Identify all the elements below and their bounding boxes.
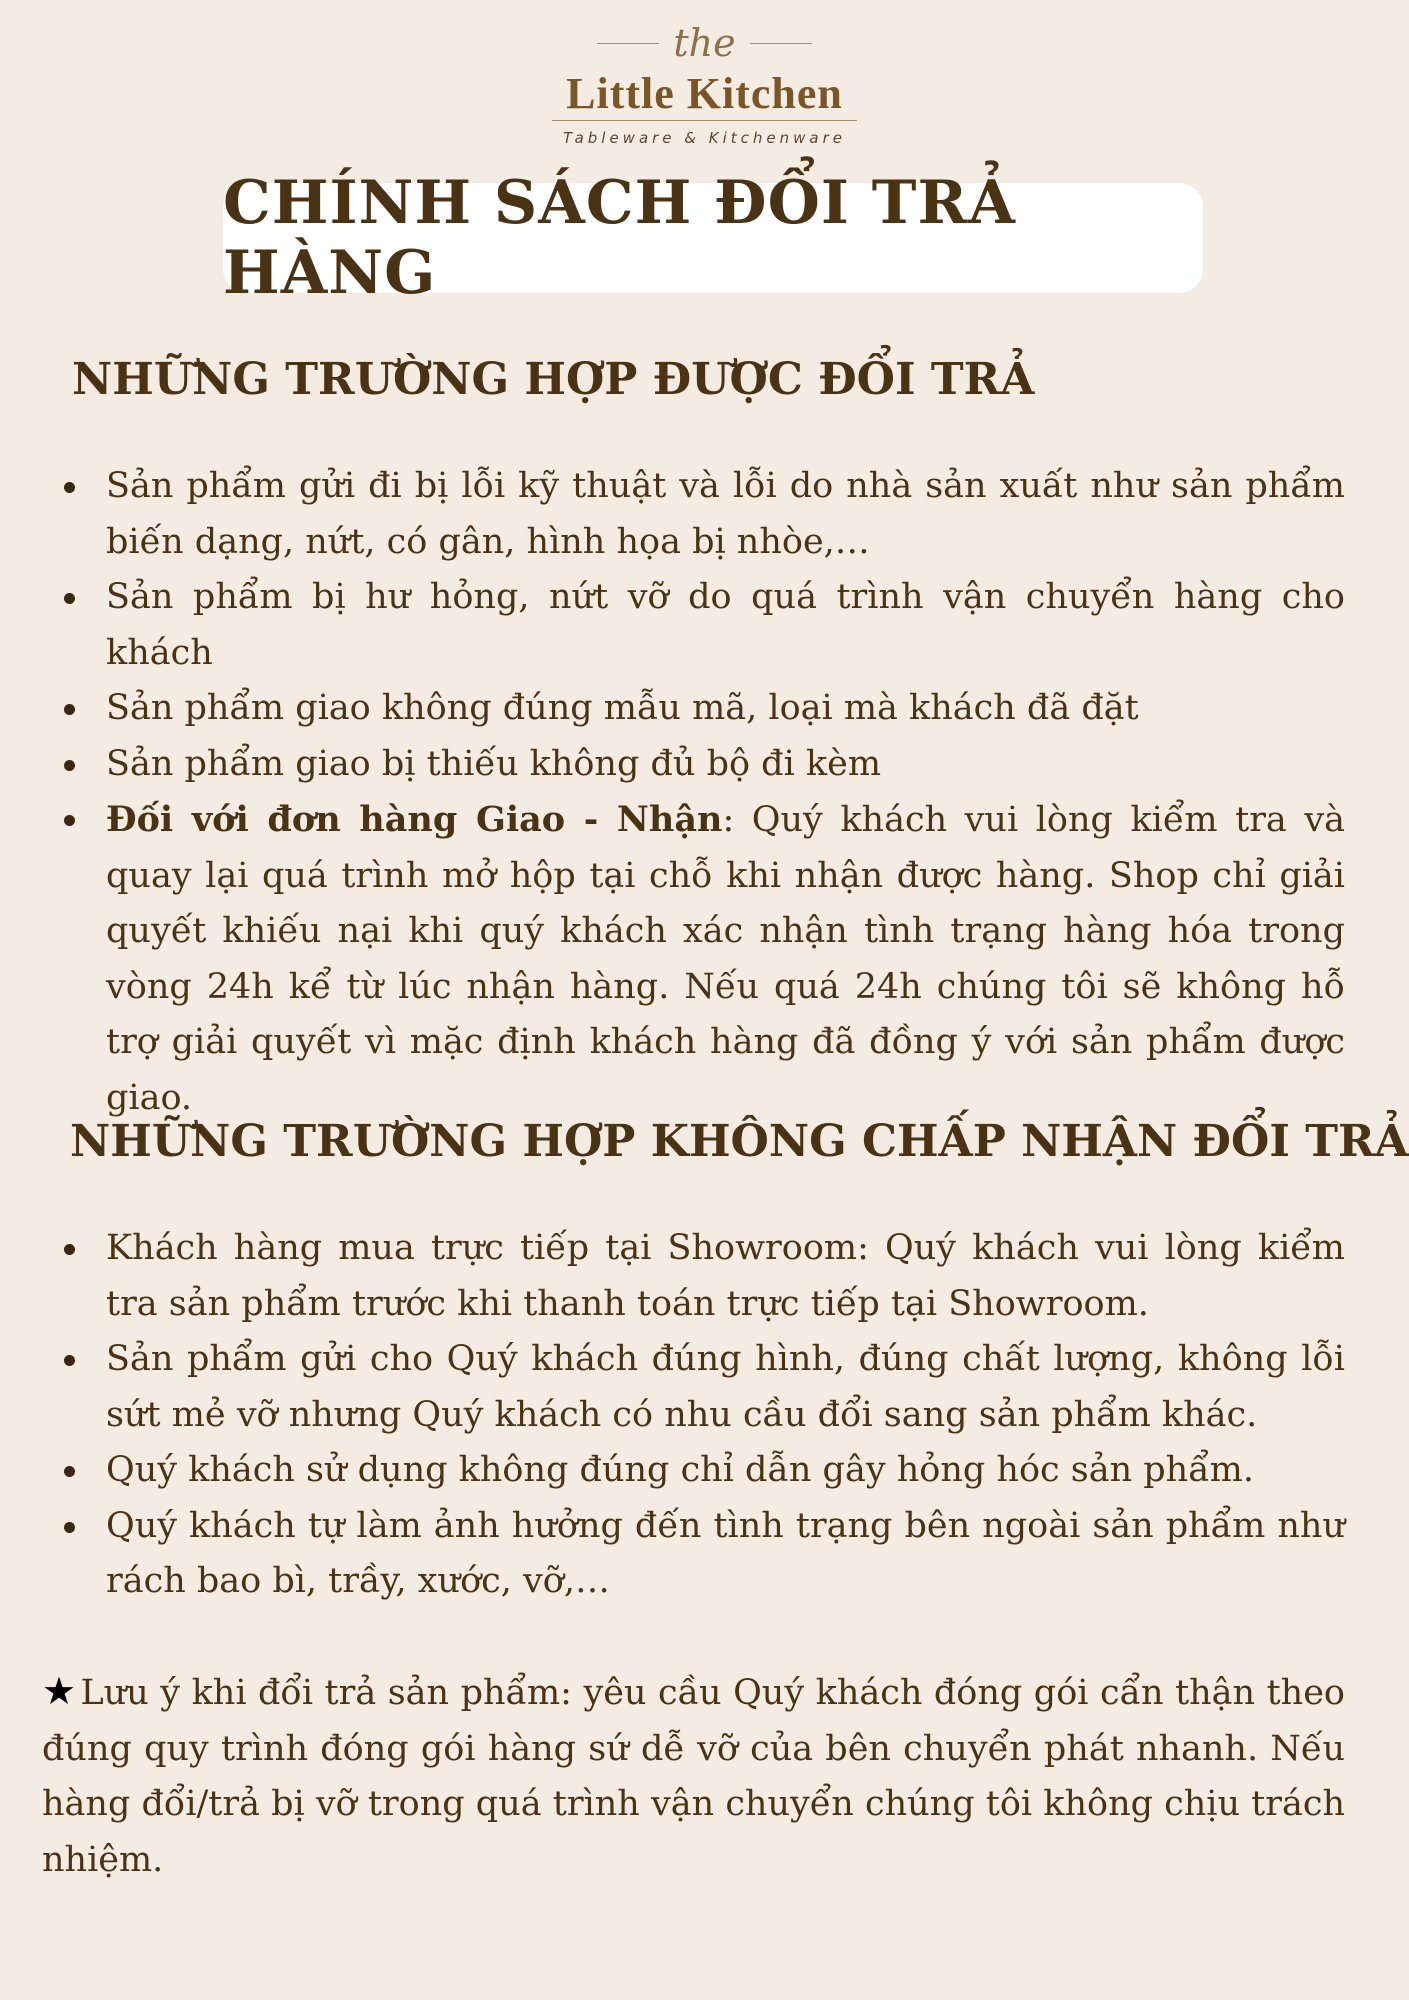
section-heading-not-eligible: NHỮNG TRƯỜNG HỢP KHÔNG CHẤP NHẬN ĐỔI TRẢ	[70, 1116, 1409, 1167]
list-item: Sản phẩm gửi cho Quý khách đúng hình, đúng chất lượng, không lỗi sứt mẻ vỡ nhưng Quý khách có nhu cầu đổi sang sản phẩm khác.	[58, 1332, 1345, 1443]
logo-tagline: Tableware & Kitchenware	[562, 129, 846, 147]
list-item: Quý khách sử dụng không đúng chỉ dẫn gây hỏng hóc sản phẩm.	[58, 1443, 1345, 1499]
logo-divider-right	[750, 43, 812, 44]
list-item: Quý khách tự làm ảnh hưởng đến tình trạng bên ngoài sản phẩm như rách bao bì, trầy, xước, vỡ,…	[58, 1499, 1345, 1610]
list-item: Sản phẩm giao không đúng mẫu mã, loại mà khách đã đặt	[58, 681, 1345, 737]
logo-brand-name: Little Kitchen	[552, 70, 857, 121]
page-title: CHÍNH SÁCH ĐỔI TRẢ HÀNG	[223, 168, 1016, 308]
title-banner	[223, 168, 1203, 308]
logo-the-row	[0, 22, 1409, 64]
non-eligible-returns-list	[58, 1221, 1345, 1610]
list-item	[58, 792, 1345, 1126]
eligible-returns-list	[58, 459, 1345, 1126]
section-heading-eligible: NHỮNG TRƯỜNG HỢP ĐƯỢC ĐỔI TRẢ	[72, 354, 1035, 405]
delivery-order-text: : Quý khách vui lòng kiểm tra và quay lại quá trình mở hộp tại chỗ khi nhận được hàng. Shop chỉ giải quyết khiếu nại khi quý khách xác nhận tình trạng hàng hóa trong vòng 24h kể từ lúc nhận hàng. Nếu quá 24h chúng tôi sẽ không hỗ trợ giải quyết vì mặc định khách hàng đã đồng ý với sản phẩm được giao.	[106, 800, 1345, 1118]
star-icon: ★	[42, 1669, 77, 1713]
logo-the-text: the	[673, 21, 736, 65]
list-item: Sản phẩm gửi đi bị lỗi kỹ thuật và lỗi do nhà sản xuất như sản phẩm biến dạng, nứt, có gân, hình họa bị nhòe,…	[58, 459, 1345, 570]
list-item: Sản phẩm bị hư hỏng, nứt vỡ do quá trình vận chuyển hàng cho khách	[58, 570, 1345, 681]
return-note	[42, 1664, 1345, 1888]
list-item: Khách hàng mua trực tiếp tại Showroom: Quý khách vui lòng kiểm tra sản phẩm trước khi thanh toán trực tiếp tại Showroom.	[58, 1221, 1345, 1332]
logo-divider-left	[597, 43, 659, 44]
brand-logo	[0, 22, 1409, 147]
delivery-order-label: Đối với đơn hàng Giao - Nhận	[106, 799, 723, 840]
list-item: Sản phẩm giao bị thiếu không đủ bộ đi kèm	[58, 737, 1345, 793]
note-text: Lưu ý khi đổi trả sản phẩm: yêu cầu Quý khách đóng gói cẩn thận theo đúng quy trình đóng gói hàng sứ dễ vỡ của bên chuyển phát nhanh. Nếu hàng đổi/trả bị vỡ trong quá trình vận chuyển chúng tôi không chịu trách nhiệm.	[42, 1673, 1345, 1880]
